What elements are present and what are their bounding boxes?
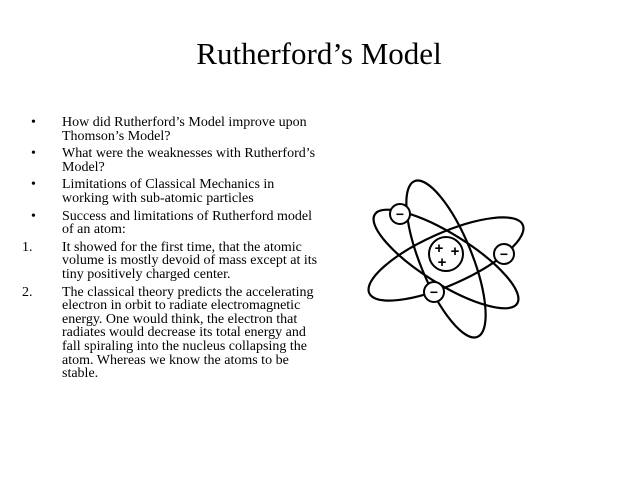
numbered-text: The classical theory predicts the accelerating electron in orbit to radiate electromagnetic energy. One would think, the electron that radiates would decrease its total energy and fall spiraling into the nucleus collapsing the atom. Whereas we know the atoms to be stable.	[62, 284, 314, 382]
proton-sign: +	[437, 254, 447, 271]
atom-diagram	[358, 172, 528, 348]
bullet-text: What were the weaknesses with Rutherford’s Model?	[62, 146, 316, 175]
number-marker: 2.	[22, 284, 33, 300]
numbered-item	[22, 286, 322, 381]
bullet-item	[22, 178, 322, 205]
proton-sign: +	[434, 240, 444, 257]
electron-sign: −	[499, 246, 509, 262]
bullet-marker: •	[31, 177, 36, 193]
electron	[390, 204, 410, 224]
bullet-text: How did Rutherford’s Model improve upon Thomson’s Model?	[62, 115, 307, 144]
bullet-item	[22, 210, 322, 237]
bullet-item	[22, 116, 322, 143]
bullet-list	[22, 116, 322, 385]
bullet-text: Success and limitations of Rutherford model of an atom:	[62, 208, 313, 238]
electron	[494, 244, 514, 264]
bullet-marker: •	[31, 115, 36, 130]
bullet-marker: •	[31, 208, 36, 224]
number-marker: 1.	[22, 239, 33, 255]
numbered-item	[22, 241, 322, 282]
bullet-text: Limitations of Classical Mechanics in working with sub-atomic particles	[62, 177, 275, 206]
electron-sign: −	[395, 206, 405, 222]
numbered-text: It showed for the first time, that the atomic volume is mostly devoid of mass except at its tiny positively charged center.	[62, 239, 318, 282]
electron-sign: −	[429, 284, 439, 300]
electron	[424, 282, 444, 302]
bullet-marker: •	[31, 146, 36, 162]
nucleus	[429, 237, 463, 271]
proton-sign: +	[450, 243, 460, 260]
slide-title: Rutherford’s Model	[196, 36, 442, 71]
bullet-item	[22, 147, 322, 174]
